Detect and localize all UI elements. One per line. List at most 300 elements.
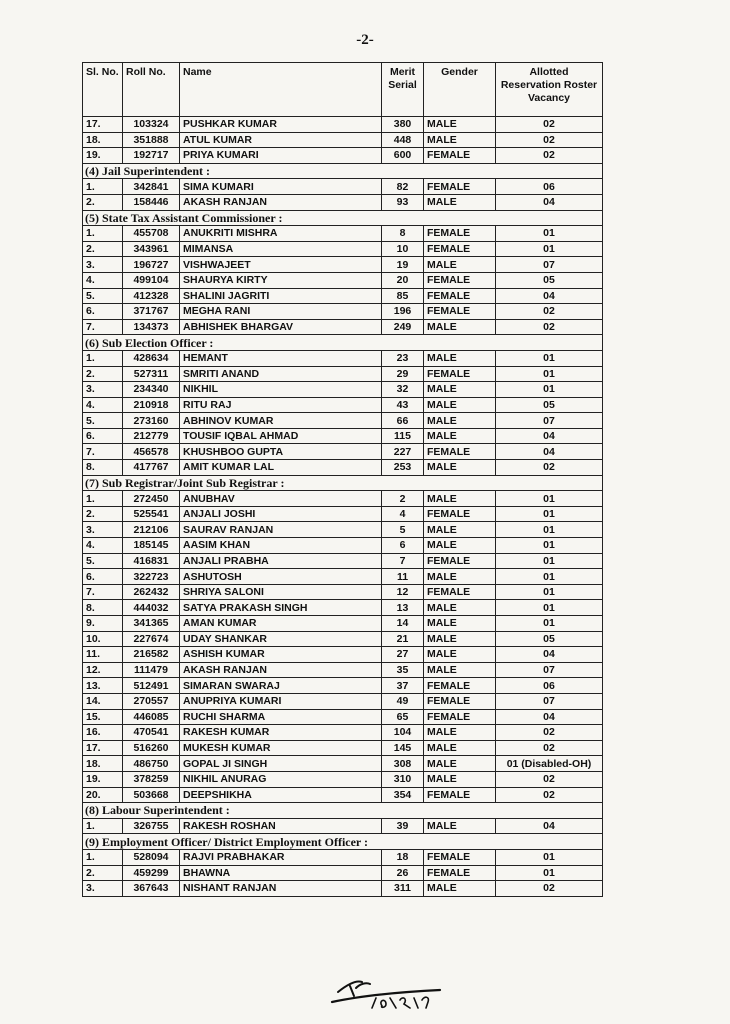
cell-sl-no: 7. — [83, 319, 123, 335]
table-row — [83, 428, 603, 444]
cell-name: SATYA PRAKASH SINGH — [180, 600, 382, 616]
cell-gender: FEMALE — [424, 553, 496, 569]
table-row — [83, 740, 603, 756]
cell-sl-no: 15. — [83, 709, 123, 725]
cell-sl-no: 2. — [83, 366, 123, 382]
cell-gender: FEMALE — [424, 678, 496, 694]
cell-allotted-vacancy: 01 — [496, 241, 603, 257]
cell-name: RAKESH KUMAR — [180, 725, 382, 741]
header-roll-no: Roll No. — [123, 63, 180, 117]
cell-gender: MALE — [424, 740, 496, 756]
cell-merit-serial: 13 — [382, 600, 424, 616]
cell-allotted-vacancy: 01 — [496, 600, 603, 616]
cell-name: AMAN KUMAR — [180, 616, 382, 632]
cell-allotted-vacancy: 01 — [496, 366, 603, 382]
section-heading-row — [83, 335, 603, 351]
cell-name: SIMARAN SWARAJ — [180, 678, 382, 694]
cell-allotted-vacancy: 05 — [496, 272, 603, 288]
cell-name: SMRITI ANAND — [180, 366, 382, 382]
cell-name: SAURAV RANJAN — [180, 522, 382, 538]
section-heading-row — [83, 475, 603, 491]
cell-roll-no: 158446 — [123, 194, 180, 210]
table-row — [83, 553, 603, 569]
cell-sl-no: 8. — [83, 600, 123, 616]
section-heading-row — [83, 210, 603, 226]
cell-name: MIMANSA — [180, 241, 382, 257]
cell-gender: MALE — [424, 397, 496, 413]
cell-allotted-vacancy: 06 — [496, 179, 603, 195]
table-row — [83, 460, 603, 476]
cell-allotted-vacancy: 01 — [496, 522, 603, 538]
cell-merit-serial: 23 — [382, 350, 424, 366]
cell-name: ANUPRIYA KUMARI — [180, 693, 382, 709]
cell-merit-serial: 39 — [382, 818, 424, 834]
cell-name: AASIM KHAN — [180, 538, 382, 554]
cell-merit-serial: 20 — [382, 272, 424, 288]
cell-allotted-vacancy: 02 — [496, 460, 603, 476]
cell-allotted-vacancy: 04 — [496, 194, 603, 210]
table-row — [83, 693, 603, 709]
section-heading-row — [83, 163, 603, 179]
cell-name: KHUSHBOO GUPTA — [180, 444, 382, 460]
cell-merit-serial: 14 — [382, 616, 424, 632]
cell-gender: FEMALE — [424, 241, 496, 257]
cell-gender: MALE — [424, 881, 496, 897]
cell-gender: MALE — [424, 491, 496, 507]
cell-roll-no: 470541 — [123, 725, 180, 741]
cell-merit-serial: 43 — [382, 397, 424, 413]
cell-allotted-vacancy: 01 — [496, 226, 603, 242]
cell-sl-no: 2. — [83, 506, 123, 522]
cell-gender: FEMALE — [424, 693, 496, 709]
cell-allotted-vacancy: 02 — [496, 725, 603, 741]
table-row — [83, 818, 603, 834]
cell-roll-no: 444032 — [123, 600, 180, 616]
cell-roll-no: 196727 — [123, 257, 180, 273]
cell-roll-no: 343961 — [123, 241, 180, 257]
cell-allotted-vacancy: 01 — [496, 538, 603, 554]
cell-sl-no: 10. — [83, 631, 123, 647]
cell-allotted-vacancy: 01 — [496, 553, 603, 569]
cell-allotted-vacancy: 01 — [496, 491, 603, 507]
cell-gender: FEMALE — [424, 304, 496, 320]
cell-roll-no: 216582 — [123, 647, 180, 663]
table-row — [83, 678, 603, 694]
cell-gender: FEMALE — [424, 849, 496, 865]
cell-allotted-vacancy: 04 — [496, 428, 603, 444]
cell-gender: MALE — [424, 319, 496, 335]
cell-roll-no: 371767 — [123, 304, 180, 320]
cell-name: ABHISHEK BHARGAV — [180, 319, 382, 335]
cell-allotted-vacancy: 02 — [496, 148, 603, 164]
cell-merit-serial: 7 — [382, 553, 424, 569]
cell-sl-no: 18. — [83, 132, 123, 148]
cell-gender: MALE — [424, 771, 496, 787]
cell-name: MUKESH KUMAR — [180, 740, 382, 756]
table-row — [83, 350, 603, 366]
cell-sl-no: 13. — [83, 678, 123, 694]
cell-merit-serial: 12 — [382, 584, 424, 600]
cell-merit-serial: 600 — [382, 148, 424, 164]
cell-name: UDAY SHANKAR — [180, 631, 382, 647]
cell-sl-no: 5. — [83, 288, 123, 304]
cell-sl-no: 19. — [83, 771, 123, 787]
cell-name: RITU RAJ — [180, 397, 382, 413]
cell-allotted-vacancy: 02 — [496, 304, 603, 320]
cell-roll-no: 212779 — [123, 428, 180, 444]
cell-name: ANUBHAV — [180, 491, 382, 507]
table-row — [83, 771, 603, 787]
cell-roll-no: 342841 — [123, 179, 180, 195]
cell-merit-serial: 5 — [382, 522, 424, 538]
cell-merit-serial: 82 — [382, 179, 424, 195]
cell-roll-no: 270557 — [123, 693, 180, 709]
table-row — [83, 272, 603, 288]
cell-roll-no: 456578 — [123, 444, 180, 460]
cell-merit-serial: 18 — [382, 849, 424, 865]
cell-name: SHAURYA KIRTY — [180, 272, 382, 288]
cell-name: ANJALI PRABHA — [180, 553, 382, 569]
cell-roll-no: 459299 — [123, 865, 180, 881]
cell-sl-no: 3. — [83, 881, 123, 897]
cell-roll-no: 262432 — [123, 584, 180, 600]
table-row — [83, 787, 603, 803]
table-row — [83, 194, 603, 210]
cell-roll-no: 516260 — [123, 740, 180, 756]
cell-sl-no: 4. — [83, 272, 123, 288]
table-row — [83, 569, 603, 585]
cell-merit-serial: 354 — [382, 787, 424, 803]
cell-gender: MALE — [424, 538, 496, 554]
cell-gender: MALE — [424, 725, 496, 741]
cell-name: DEEPSHIKHA — [180, 787, 382, 803]
cell-name: TOUSIF IQBAL AHMAD — [180, 428, 382, 444]
cell-sl-no: 18. — [83, 756, 123, 772]
cell-merit-serial: 27 — [382, 647, 424, 663]
table-row — [83, 600, 603, 616]
cell-sl-no: 19. — [83, 148, 123, 164]
cell-gender: MALE — [424, 350, 496, 366]
cell-sl-no: 3. — [83, 257, 123, 273]
cell-roll-no: 134373 — [123, 319, 180, 335]
cell-sl-no: 4. — [83, 397, 123, 413]
cell-merit-serial: 6 — [382, 538, 424, 554]
cell-merit-serial: 253 — [382, 460, 424, 476]
cell-gender: FEMALE — [424, 584, 496, 600]
cell-roll-no: 273160 — [123, 413, 180, 429]
cell-merit-serial: 4 — [382, 506, 424, 522]
cell-gender: MALE — [424, 117, 496, 133]
cell-allotted-vacancy: 04 — [496, 709, 603, 725]
cell-gender: FEMALE — [424, 288, 496, 304]
cell-allotted-vacancy: 02 — [496, 740, 603, 756]
cell-merit-serial: 49 — [382, 693, 424, 709]
cell-name: MEGHA RANI — [180, 304, 382, 320]
page-number: -2- — [356, 32, 374, 48]
cell-allotted-vacancy: 02 — [496, 117, 603, 133]
cell-sl-no: 2. — [83, 865, 123, 881]
cell-roll-no: 455708 — [123, 226, 180, 242]
table-row — [83, 865, 603, 881]
cell-sl-no: 14. — [83, 693, 123, 709]
cell-gender: FEMALE — [424, 148, 496, 164]
cell-sl-no: 6. — [83, 428, 123, 444]
cell-roll-no: 412328 — [123, 288, 180, 304]
header-name: Name — [180, 63, 382, 117]
cell-roll-no: 227674 — [123, 631, 180, 647]
cell-allotted-vacancy: 01 (Disabled-OH) — [496, 756, 603, 772]
cell-sl-no: 6. — [83, 569, 123, 585]
cell-sl-no: 11. — [83, 647, 123, 663]
cell-roll-no: 351888 — [123, 132, 180, 148]
section-title: (8) Labour Superintendent : — [83, 803, 603, 819]
cell-gender: MALE — [424, 257, 496, 273]
cell-allotted-vacancy: 07 — [496, 693, 603, 709]
cell-gender: FEMALE — [424, 865, 496, 881]
cell-merit-serial: 380 — [382, 117, 424, 133]
cell-merit-serial: 37 — [382, 678, 424, 694]
table-header-row — [83, 63, 603, 117]
cell-roll-no: 185145 — [123, 538, 180, 554]
table-row — [83, 413, 603, 429]
table-row — [83, 881, 603, 897]
cell-sl-no: 1. — [83, 849, 123, 865]
cell-sl-no: 4. — [83, 538, 123, 554]
section-title: (5) State Tax Assistant Commissioner : — [83, 210, 603, 226]
cell-sl-no: 2. — [83, 241, 123, 257]
section-heading-row — [83, 834, 603, 850]
table-row — [83, 444, 603, 460]
cell-gender: MALE — [424, 647, 496, 663]
cell-allotted-vacancy: 06 — [496, 678, 603, 694]
table-row — [83, 756, 603, 772]
table-row — [83, 179, 603, 195]
table-row — [83, 319, 603, 335]
cell-name: HEMANT — [180, 350, 382, 366]
cell-merit-serial: 104 — [382, 725, 424, 741]
cell-merit-serial: 311 — [382, 881, 424, 897]
cell-name: SHALINI JAGRITI — [180, 288, 382, 304]
table-row — [83, 631, 603, 647]
cell-allotted-vacancy: 04 — [496, 647, 603, 663]
cell-merit-serial: 11 — [382, 569, 424, 585]
cell-name: AMIT KUMAR LAL — [180, 460, 382, 476]
cell-allotted-vacancy: 05 — [496, 631, 603, 647]
cell-allotted-vacancy: 02 — [496, 771, 603, 787]
cell-sl-no: 12. — [83, 662, 123, 678]
cell-gender: MALE — [424, 382, 496, 398]
cell-merit-serial: 448 — [382, 132, 424, 148]
section-heading-row — [83, 803, 603, 819]
cell-gender: FEMALE — [424, 444, 496, 460]
section-title: (6) Sub Election Officer : — [83, 335, 603, 351]
cell-merit-serial: 65 — [382, 709, 424, 725]
cell-allotted-vacancy: 01 — [496, 865, 603, 881]
table-row — [83, 491, 603, 507]
header-merit-serial: Merit Serial — [382, 63, 424, 117]
section-title: (7) Sub Registrar/Joint Sub Registrar : — [83, 475, 603, 491]
cell-allotted-vacancy: 02 — [496, 319, 603, 335]
cell-sl-no: 16. — [83, 725, 123, 741]
cell-merit-serial: 2 — [382, 491, 424, 507]
cell-merit-serial: 308 — [382, 756, 424, 772]
table-row — [83, 366, 603, 382]
table-row — [83, 725, 603, 741]
cell-roll-no: 234340 — [123, 382, 180, 398]
cell-roll-no: 341365 — [123, 616, 180, 632]
cell-allotted-vacancy: 01 — [496, 616, 603, 632]
cell-merit-serial: 32 — [382, 382, 424, 398]
cell-sl-no: 5. — [83, 553, 123, 569]
cell-merit-serial: 115 — [382, 428, 424, 444]
cell-sl-no: 3. — [83, 522, 123, 538]
cell-roll-no: 367643 — [123, 881, 180, 897]
cell-name: ATUL KUMAR — [180, 132, 382, 148]
cell-sl-no: 1. — [83, 818, 123, 834]
cell-allotted-vacancy: 01 — [496, 569, 603, 585]
table-row — [83, 288, 603, 304]
cell-gender: MALE — [424, 756, 496, 772]
cell-name: VISHWAJEET — [180, 257, 382, 273]
cell-gender: MALE — [424, 522, 496, 538]
table-row — [83, 148, 603, 164]
cell-merit-serial: 145 — [382, 740, 424, 756]
cell-sl-no: 7. — [83, 444, 123, 460]
cell-gender: MALE — [424, 600, 496, 616]
cell-name: RAKESH ROSHAN — [180, 818, 382, 834]
section-title: (9) Employment Officer/ District Employment Officer : — [83, 834, 603, 850]
table-row — [83, 849, 603, 865]
cell-name: ANUKRITI MISHRA — [180, 226, 382, 242]
cell-merit-serial: 10 — [382, 241, 424, 257]
cell-merit-serial: 66 — [382, 413, 424, 429]
cell-merit-serial: 227 — [382, 444, 424, 460]
section-title: (4) Jail Superintendent : — [83, 163, 603, 179]
cell-name: RUCHI SHARMA — [180, 709, 382, 725]
cell-roll-no: 212106 — [123, 522, 180, 538]
cell-roll-no: 527311 — [123, 366, 180, 382]
header-gender: Gender — [424, 63, 496, 117]
table-row — [83, 257, 603, 273]
cell-allotted-vacancy: 02 — [496, 132, 603, 148]
cell-merit-serial: 8 — [382, 226, 424, 242]
cell-merit-serial: 35 — [382, 662, 424, 678]
cell-gender: FEMALE — [424, 179, 496, 195]
cell-roll-no: 322723 — [123, 569, 180, 585]
cell-allotted-vacancy: 04 — [496, 288, 603, 304]
cell-roll-no: 416831 — [123, 553, 180, 569]
cell-allotted-vacancy: 02 — [496, 881, 603, 897]
table-row — [83, 709, 603, 725]
cell-roll-no: 417767 — [123, 460, 180, 476]
table-row — [83, 117, 603, 133]
cell-roll-no: 192717 — [123, 148, 180, 164]
cell-gender: FEMALE — [424, 506, 496, 522]
cell-merit-serial: 21 — [382, 631, 424, 647]
cell-gender: MALE — [424, 428, 496, 444]
cell-merit-serial: 26 — [382, 865, 424, 881]
cell-roll-no: 486750 — [123, 756, 180, 772]
table-row — [83, 241, 603, 257]
cell-sl-no: 7. — [83, 584, 123, 600]
cell-sl-no: 8. — [83, 460, 123, 476]
cell-gender: FEMALE — [424, 709, 496, 725]
cell-gender: MALE — [424, 569, 496, 585]
cell-allotted-vacancy: 04 — [496, 444, 603, 460]
table-row — [83, 397, 603, 413]
cell-name: NIKHIL ANURAG — [180, 771, 382, 787]
cell-allotted-vacancy: 01 — [496, 849, 603, 865]
cell-allotted-vacancy: 01 — [496, 506, 603, 522]
cell-roll-no: 378259 — [123, 771, 180, 787]
cell-roll-no: 272450 — [123, 491, 180, 507]
cell-roll-no: 499104 — [123, 272, 180, 288]
cell-roll-no: 503668 — [123, 787, 180, 803]
cell-merit-serial: 310 — [382, 771, 424, 787]
cell-name: GOPAL JI SINGH — [180, 756, 382, 772]
table-row — [83, 616, 603, 632]
cell-gender: FEMALE — [424, 272, 496, 288]
cell-gender: MALE — [424, 460, 496, 476]
cell-gender: MALE — [424, 413, 496, 429]
cell-roll-no: 111479 — [123, 662, 180, 678]
cell-roll-no: 210918 — [123, 397, 180, 413]
cell-name: ASHUTOSH — [180, 569, 382, 585]
cell-merit-serial: 85 — [382, 288, 424, 304]
cell-gender: MALE — [424, 194, 496, 210]
cell-name: NIKHIL — [180, 382, 382, 398]
cell-sl-no: 1. — [83, 179, 123, 195]
cell-sl-no: 9. — [83, 616, 123, 632]
cell-roll-no: 512491 — [123, 678, 180, 694]
cell-name: ANJALI JOSHI — [180, 506, 382, 522]
cell-sl-no: 1. — [83, 226, 123, 242]
table-row — [83, 304, 603, 320]
cell-allotted-vacancy: 07 — [496, 662, 603, 678]
cell-roll-no: 446085 — [123, 709, 180, 725]
cell-allotted-vacancy: 01 — [496, 350, 603, 366]
table-row — [83, 506, 603, 522]
table-row — [83, 522, 603, 538]
cell-allotted-vacancy: 07 — [496, 413, 603, 429]
results-table — [82, 62, 603, 897]
table-row — [83, 226, 603, 242]
cell-name: AKASH RANJAN — [180, 194, 382, 210]
header-allotted-vacancy: Allotted Reservation Roster Vacancy — [496, 63, 603, 117]
cell-name: SIMA KUMARI — [180, 179, 382, 195]
cell-sl-no: 6. — [83, 304, 123, 320]
cell-sl-no: 2. — [83, 194, 123, 210]
table-row — [83, 132, 603, 148]
cell-name: ASHISH KUMAR — [180, 647, 382, 663]
cell-name: AKASH RANJAN — [180, 662, 382, 678]
cell-name: RAJVI PRABHAKAR — [180, 849, 382, 865]
table-body — [83, 117, 603, 897]
cell-roll-no: 525541 — [123, 506, 180, 522]
cell-sl-no: 3. — [83, 382, 123, 398]
cell-gender: FEMALE — [424, 366, 496, 382]
table-row — [83, 382, 603, 398]
cell-merit-serial: 19 — [382, 257, 424, 273]
table-row — [83, 662, 603, 678]
cell-sl-no: 17. — [83, 117, 123, 133]
cell-gender: FEMALE — [424, 787, 496, 803]
cell-gender: FEMALE — [424, 226, 496, 242]
cell-roll-no: 326755 — [123, 818, 180, 834]
cell-sl-no: 17. — [83, 740, 123, 756]
cell-gender: MALE — [424, 132, 496, 148]
cell-allotted-vacancy: 05 — [496, 397, 603, 413]
